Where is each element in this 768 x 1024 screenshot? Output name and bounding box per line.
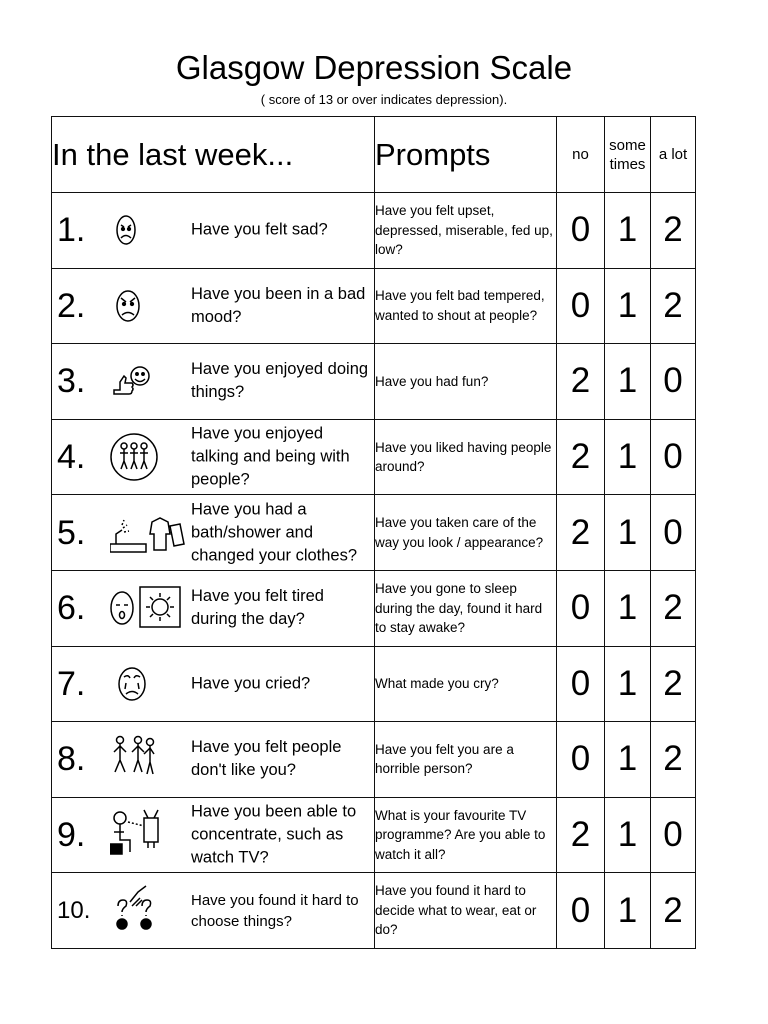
- score-alot: 0: [651, 797, 696, 873]
- table-row: [52, 646, 696, 722]
- prompt-text: What is your favourite TV programme? Are you able to watch it all?: [375, 797, 557, 873]
- depression-scale-table: [51, 116, 696, 949]
- question-text: Have you cried?: [191, 674, 311, 693]
- score-alot: 2: [651, 722, 696, 798]
- question-cell: [52, 722, 375, 798]
- table-row: [52, 873, 696, 949]
- score-sometimes: 1: [605, 268, 651, 344]
- score-no: 0: [557, 570, 605, 646]
- question-cell: [52, 268, 375, 344]
- item-number: 3.: [57, 362, 86, 401]
- prompt-text: Have you taken care of the way you look / appearance?: [375, 495, 557, 571]
- item-number: 7.: [57, 664, 86, 703]
- question-cell: [52, 495, 375, 571]
- score-no: 0: [557, 268, 605, 344]
- score-sometimes: 1: [605, 646, 651, 722]
- question-text: Have you felt people don't like you?: [191, 738, 342, 780]
- column-header-sometimes: some times: [605, 117, 651, 193]
- score-no: 2: [557, 495, 605, 571]
- person-watching-tv-icon: [110, 806, 186, 864]
- choice-hand-icon: [110, 882, 186, 940]
- question-cell: [52, 344, 375, 420]
- score-alot: 0: [651, 495, 696, 571]
- score-no: 0: [557, 646, 605, 722]
- column-header-alot: a lot: [651, 117, 696, 193]
- prompt-text: Have you liked having people around?: [375, 419, 557, 495]
- question-cell: [52, 797, 375, 873]
- score-sometimes: 1: [605, 344, 651, 420]
- score-sometimes: 1: [605, 570, 651, 646]
- prompt-text: Have you felt upset, depressed, miserable, fed up, low?: [375, 193, 557, 269]
- question-text: Have you had a bath/shower and changed your clothes?: [191, 500, 358, 565]
- table-row: [52, 722, 696, 798]
- table-row: [52, 344, 696, 420]
- score-no: 0: [557, 193, 605, 269]
- bath-and-clothes-icon: [110, 504, 186, 562]
- sad-face-icon: [110, 201, 186, 259]
- score-alot: 2: [651, 268, 696, 344]
- table-row: [52, 797, 696, 873]
- question-text: Have you been able to concentrate, such as watch TV?: [191, 802, 357, 867]
- group-of-people-icon: [110, 428, 186, 486]
- column-header-no: no: [557, 117, 605, 193]
- score-sometimes: 1: [605, 873, 651, 949]
- person-excluded-icon: [110, 730, 186, 788]
- question-cell: [52, 646, 375, 722]
- prompt-text: Have you felt you are a horrible person?: [375, 722, 557, 798]
- score-alot: 0: [651, 419, 696, 495]
- crying-face-icon: [110, 655, 186, 713]
- score-alot: 2: [651, 570, 696, 646]
- score-alot: 2: [651, 646, 696, 722]
- table-row: [52, 419, 696, 495]
- item-number: 5.: [57, 513, 86, 552]
- tired-face-and-sun-icon: [110, 579, 186, 637]
- thumbs-up-face-icon: [110, 352, 186, 410]
- prompt-text: Have you gone to sleep during the day, found it hard to stay awake?: [375, 570, 557, 646]
- score-sometimes: 1: [605, 193, 651, 269]
- score-sometimes: 1: [605, 797, 651, 873]
- score-alot: 2: [651, 873, 696, 949]
- table-row: [52, 570, 696, 646]
- item-number: 6.: [57, 589, 86, 628]
- score-sometimes: 1: [605, 495, 651, 571]
- table-header-row: [52, 117, 696, 193]
- prompt-text: What made you cry?: [375, 646, 557, 722]
- score-sometimes: 1: [605, 419, 651, 495]
- score-no: 0: [557, 722, 605, 798]
- table-row: [52, 268, 696, 344]
- table-row: [52, 193, 696, 269]
- question-text: Have you enjoyed talking and being with people?: [191, 424, 350, 489]
- question-text: Have you enjoyed doing things?: [191, 360, 369, 402]
- score-no: 2: [557, 344, 605, 420]
- prompt-text: Have you found it hard to decide what to wear, eat or do?: [375, 873, 557, 949]
- question-cell: [52, 570, 375, 646]
- score-alot: 2: [651, 193, 696, 269]
- question-text: Have you felt sad?: [191, 220, 328, 239]
- item-number: 8.: [57, 740, 86, 779]
- score-no: 2: [557, 797, 605, 873]
- page-title: Glasgow Depression Scale: [175, 49, 573, 86]
- score-alot: 0: [651, 344, 696, 420]
- item-number: 9.: [57, 816, 86, 855]
- column-header-prompts: Prompts: [375, 117, 557, 193]
- item-number: 1.: [57, 211, 86, 250]
- table-row: [52, 495, 696, 571]
- item-number: 2.: [57, 286, 86, 325]
- question-text: Have you felt tired during the day?: [191, 587, 324, 629]
- question-text: Have you been in a bad mood?: [191, 284, 366, 326]
- question-cell: [52, 873, 375, 949]
- question-cell: [52, 193, 375, 269]
- prompt-text: Have you had fun?: [375, 344, 557, 420]
- item-number: 4.: [57, 438, 86, 477]
- page-subtitle: ( score of 13 or over indicates depression).: [260, 92, 508, 107]
- question-cell: [52, 419, 375, 495]
- item-number: 10.: [57, 896, 91, 924]
- score-no: 2: [557, 419, 605, 495]
- column-header-question: In the last week...: [52, 117, 375, 193]
- angry-face-icon: [110, 277, 186, 335]
- score-sometimes: 1: [605, 722, 651, 798]
- score-no: 0: [557, 873, 605, 949]
- prompt-text: Have you felt bad tempered, wanted to shout at people?: [375, 268, 557, 344]
- question-text: Have you found it hard to choose things?: [191, 891, 359, 930]
